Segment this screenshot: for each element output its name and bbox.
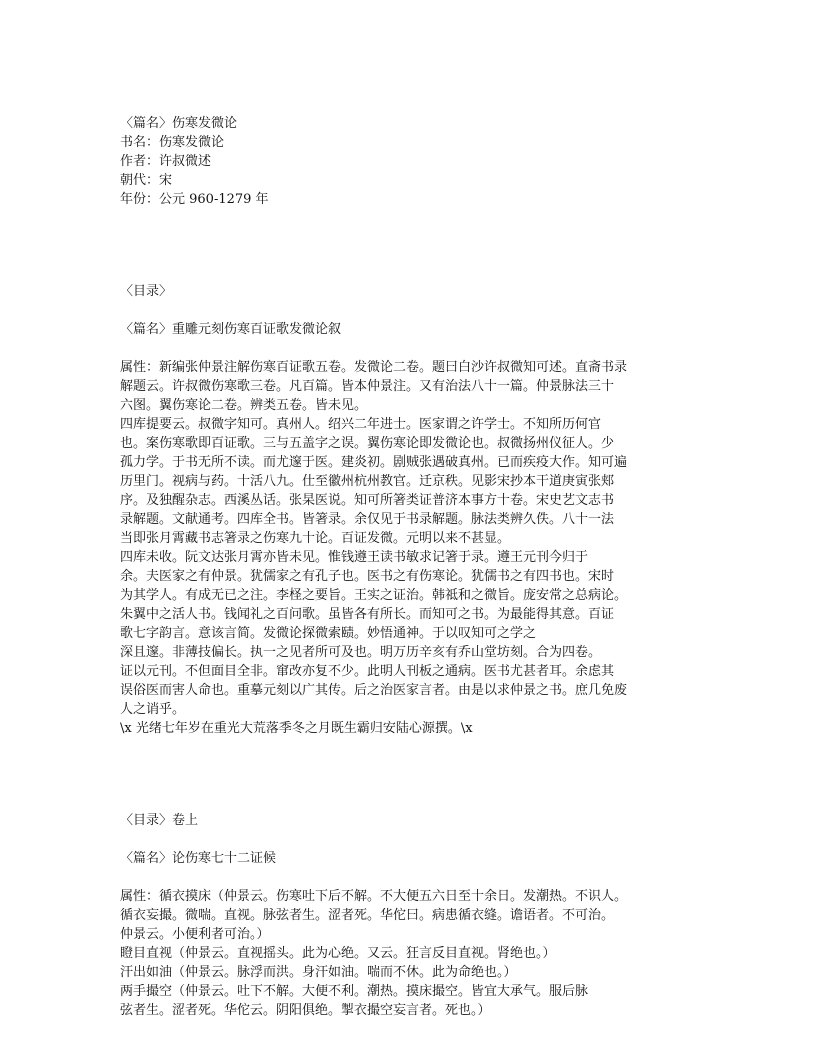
paragraph-line: 录解题。文献通考。四库全书。皆箸录。余仅见于书录解题。脉法类辨久佚。八十一法: [120, 512, 615, 527]
paragraph-line: 余。夫医家之有仲景。犹儒家之有孔子也。医书之有伤寒论。犹儒书之有四书也。宋时: [120, 569, 615, 584]
paragraph-line: 证以元刊。不但面目全非。窜改亦复不少。此明人刊板之通病。医书尤甚者耳。余虑其: [120, 664, 615, 679]
paragraph-line: 四库未收。阮文达张月霄亦皆未见。惟钱遵王读书敏求记箸于录。遵王元刊今归于: [120, 550, 589, 565]
paragraph-line: 属性：新编张仲景注解伤寒百证歌五卷。发微论二卷。题曰白沙许叔微知可述。直斋书录: [120, 360, 628, 375]
paragraph-line: 深且邃。非薄技偏长。执一之见者所可及也。明万历辛亥有乔山堂坊刻。合为四卷。: [120, 645, 602, 660]
paragraph-line: 当即张月霄藏书志箸录之伤寒九十论。百证发微。元明以来不甚显。: [120, 531, 511, 546]
header-year: 年份：公元 960-1279 年: [120, 192, 269, 207]
paragraph-line: 孤力学。于书无所不读。而尤邃于医。建炎初。剧贼张遇破真州。已而疾疫大作。知可遍: [120, 455, 628, 470]
header-dynasty: 朝代：宋: [120, 173, 173, 188]
paragraph-line: 朱翼中之活人书。钱闻礼之百问歌。虽皆各有所长。而知可之书。为最能得其意。百证: [120, 607, 615, 622]
paragraph-line: 歌七字韵言。意该言简。发微论探微索赜。妙悟通神。于以叹知可之学之: [120, 626, 537, 641]
paragraph-line: 六图。翼伤寒论二卷。辨类五卷。皆未见。: [120, 398, 368, 413]
section1-body: [120, 358, 680, 738]
paragraph-line: 四库提要云。叔微字知可。真州人。绍兴二年进士。医家谓之许学士。不知所历何官: [120, 417, 602, 432]
section2-title: 〈篇名〉论伤寒七十二证候: [120, 851, 277, 866]
signature-line: \x 光绪七年岁在重光大荒落季冬之月既生霸归安陆心源撰。\x: [120, 721, 473, 736]
paragraph-line: 为其学人。有成无已之注。李柽之要旨。王实之证治。韩祗和之微旨。庞安常之总病论。: [120, 588, 628, 603]
paragraph-line: 循衣妄撮。微喘。直视。脉弦者生。涩者死。华佗曰。病患循衣缝。谵语者。不可治。: [120, 908, 615, 923]
paragraph-line: 仲景云。小便利者可治。）: [120, 927, 270, 942]
section1-title: 〈篇名〉重雕元刻伤寒百证歌发微论叙: [120, 322, 342, 337]
paragraph-line: 属性：循衣摸床（仲景云。伤寒吐下后不解。不大便五六日至十余日。发潮热。不识人。: [120, 889, 628, 904]
paragraph-line: 汗出如油（仲景云。脉浮而洪。身汗如油。喘而不休。此为命绝也。）: [120, 965, 517, 980]
paragraph-line: 瞪目直视（仲景云。直视摇头。此为心绝。又云。狂言反目直视。肾绝也。）: [120, 946, 556, 961]
section2-body: [120, 887, 680, 1020]
toc-label: 〈目录〉: [120, 284, 173, 299]
document-page: [120, 114, 680, 1020]
paragraph-line: 弦者生。涩者死。华佗云。阴阳俱绝。掣衣撮空妄言者。死也。）: [120, 1003, 491, 1018]
paragraph-line: 两手撮空（仲景云。吐下不解。大便不利。潮热。摸床撮空。皆宜大承气。服后脉: [120, 984, 589, 999]
header-title: 〈篇名〉伤寒发微论: [120, 116, 238, 131]
toc-label-volume: 〈目录〉卷上: [120, 813, 199, 828]
paragraph-line: 解题云。许叔微伤寒歌三卷。凡百篇。皆本仲景注。又有治法八十一篇。仲景脉法三十: [120, 379, 615, 394]
paragraph-line: 也。案伤寒歌即百证歌。三与五盖字之误。翼伤寒论即发微论也。叔微扬州仪征人。少: [120, 436, 615, 451]
paragraph-line: 人之诮乎。: [120, 702, 186, 717]
paragraph-line: 误俗医而害人命也。重摹元刻以广其传。后之治医家言者。由是以求仲景之书。庶几免废: [120, 683, 628, 698]
header-block: [120, 114, 680, 209]
header-author: 作者：许叔微述: [120, 154, 212, 169]
header-book: 书名：伤寒发微论: [120, 135, 225, 150]
paragraph-line: 历里门。视病与药。十活八九。仕至徽州杭州教官。迁京秩。见影宋抄本干道庚寅张郏: [120, 474, 615, 489]
paragraph-line: 序。及独醒杂志。西溪丛话。张杲医说。知可所箸类证普济本事方十卷。宋史艺文志书: [120, 493, 615, 508]
